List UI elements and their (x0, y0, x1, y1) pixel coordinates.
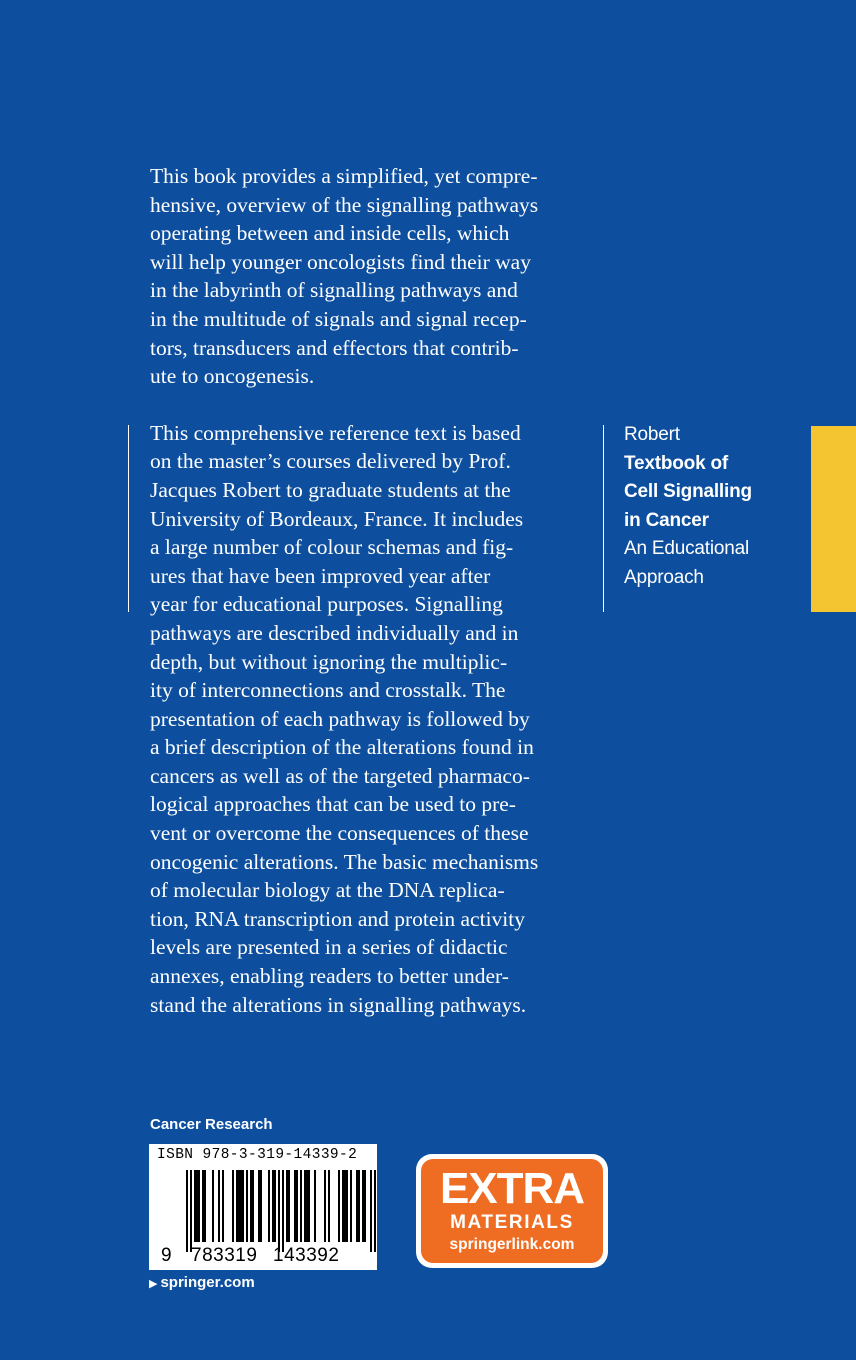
barcode-bar (308, 1170, 310, 1242)
blurb-line: This comprehensive reference text is based (150, 420, 521, 445)
blurb-line: operating between and inside cells, which (150, 221, 510, 246)
barcode-bar (358, 1170, 360, 1242)
blurb-line: will help younger oncologists find their way (150, 249, 531, 274)
barcode-bar (240, 1170, 242, 1242)
barcode-bar (212, 1170, 214, 1242)
blurb-line: pathways are described individually and in (150, 620, 519, 645)
blurb-line: of molecular biology at the DNA replica- (150, 878, 505, 903)
barcode-bar (362, 1170, 364, 1242)
blurb-line: in the multitude of signals and signal recep- (150, 306, 527, 331)
barcode-bar (344, 1170, 346, 1242)
barcode-bar (294, 1170, 296, 1242)
author-name: Robert (624, 424, 680, 445)
barcode-bar (296, 1170, 298, 1242)
barcode-bar (342, 1170, 344, 1242)
barcode-bar (246, 1170, 248, 1242)
blurb-line: ures that have been improved year after (150, 563, 491, 588)
barcode-bar (232, 1170, 234, 1242)
barcode-bar (288, 1170, 290, 1242)
series-name: Cancer Research (150, 1116, 273, 1133)
blurb-line: oncogenic alterations. The basic mechanisms (150, 849, 539, 874)
badge-materials-label: MATERIALS (450, 1212, 574, 1233)
book-title-line: in Cancer (624, 509, 709, 531)
blurb-line: annexes, enabling readers to better under- (150, 964, 509, 989)
barcode-bar (242, 1170, 244, 1242)
barcode-bar (306, 1170, 308, 1242)
spine-title-block (624, 421, 804, 592)
barcode-bar (314, 1170, 316, 1242)
back-cover-blurb (150, 162, 590, 1019)
barcode-bar (300, 1170, 302, 1242)
barcode-bars (149, 1144, 377, 1270)
barcode-bar (346, 1170, 348, 1242)
blurb-line: hensive, overview of the signalling pathways (150, 192, 539, 217)
blurb-line: ute to oncogenesis. (150, 364, 315, 389)
left-divider-line (128, 425, 129, 612)
blurb-line: This book provides a simplified, yet compre- (150, 164, 538, 188)
blurb-line: year for educational purposes. Signalling (150, 592, 503, 617)
barcode-bar (278, 1170, 280, 1252)
barcode-bar (190, 1170, 192, 1252)
barcode-bar (258, 1170, 260, 1242)
barcode-bar (218, 1170, 220, 1242)
barcode-bar (324, 1170, 326, 1242)
blurb-line: a large number of colour schemas and fig- (150, 535, 514, 560)
blurb-line: logical approaches that can be used to pre- (150, 792, 516, 817)
barcode-bar (268, 1170, 270, 1242)
book-subtitle-line: An Educational (624, 538, 750, 559)
blurb-line: a brief description of the alterations found in (150, 735, 534, 760)
barcode-bar (260, 1170, 262, 1242)
spine-divider-line (603, 425, 604, 612)
ean-first-digit: 9 (161, 1245, 172, 1266)
barcode-bar (356, 1170, 358, 1242)
book-title-line: Cell Signalling (624, 481, 752, 502)
blurb-line: presentation of each pathway is followed by (150, 706, 530, 731)
book-subtitle-line: Approach (624, 566, 704, 588)
ean-right-group: 143392 (273, 1245, 340, 1266)
barcode-bar (328, 1170, 330, 1242)
isbn-barcode (149, 1144, 377, 1270)
barcode-bar (364, 1170, 366, 1242)
book-title-line: Textbook of (624, 452, 729, 474)
blurb-line: Jacques Robert to graduate students at the (150, 477, 511, 502)
barcode-bar (274, 1170, 276, 1242)
extra-materials-badge-inner (421, 1159, 603, 1263)
barcode-bar (282, 1170, 284, 1252)
isbn-number: ISBN 978-3-319-14339-2 (157, 1147, 358, 1163)
barcode-bar (370, 1170, 372, 1252)
barcode-bar (198, 1170, 200, 1242)
blurb-line: ity of interconnections and crosstalk. The (150, 678, 506, 703)
ean-left-group: 783319 (191, 1245, 258, 1266)
barcode-bar (204, 1170, 206, 1242)
blurb-line: cancers as well as of the targeted pharmaco- (150, 763, 530, 788)
barcode-bar (194, 1170, 196, 1242)
barcode-bar (236, 1170, 238, 1242)
barcode-bar (338, 1170, 340, 1242)
barcode-bar (186, 1170, 188, 1252)
blurb-line: on the master’s courses delivered by Prof. (150, 449, 511, 474)
blurb-line: levels are presented in a series of didactic (150, 935, 508, 960)
badge-link-label: springerlink.com (449, 1236, 575, 1253)
blurb-line: stand the alterations in signalling pathways. (150, 992, 527, 1017)
blurb-paragraph-1 (150, 162, 590, 391)
barcode-bar (272, 1170, 274, 1242)
barcode-bar (250, 1170, 252, 1242)
badge-extra-label: EXTRA (439, 1164, 585, 1213)
blurb-line: University of Bordeaux, France. It includes (150, 506, 524, 531)
barcode-bar (202, 1170, 204, 1242)
barcode-bar (350, 1170, 352, 1242)
barcode-bar (252, 1170, 254, 1242)
yellow-accent-bar (811, 426, 856, 612)
barcode-bar (222, 1170, 224, 1242)
extra-materials-badge[interactable] (416, 1154, 608, 1268)
blurb-line: depth, but without ignoring the multiplic- (150, 649, 508, 674)
blurb-line: tors, transducers and effectors that contrib- (150, 335, 519, 360)
arrow-right-icon: ▶ (149, 1278, 158, 1290)
barcode-bar (286, 1170, 288, 1242)
barcode-bar (374, 1170, 376, 1252)
blurb-line: in the labyrinth of signalling pathways and (150, 278, 518, 303)
barcode-bar (196, 1170, 198, 1242)
blurb-paragraph-2 (150, 419, 590, 1019)
springer-website-label: springer.com (160, 1274, 255, 1291)
barcode-bar (304, 1170, 306, 1242)
blurb-line: tion, RNA transcription and protein activity (150, 906, 525, 931)
blurb-line: vent or overcome the consequences of these (150, 821, 529, 846)
barcode-bar (238, 1170, 240, 1242)
springer-website[interactable] (149, 1274, 255, 1291)
